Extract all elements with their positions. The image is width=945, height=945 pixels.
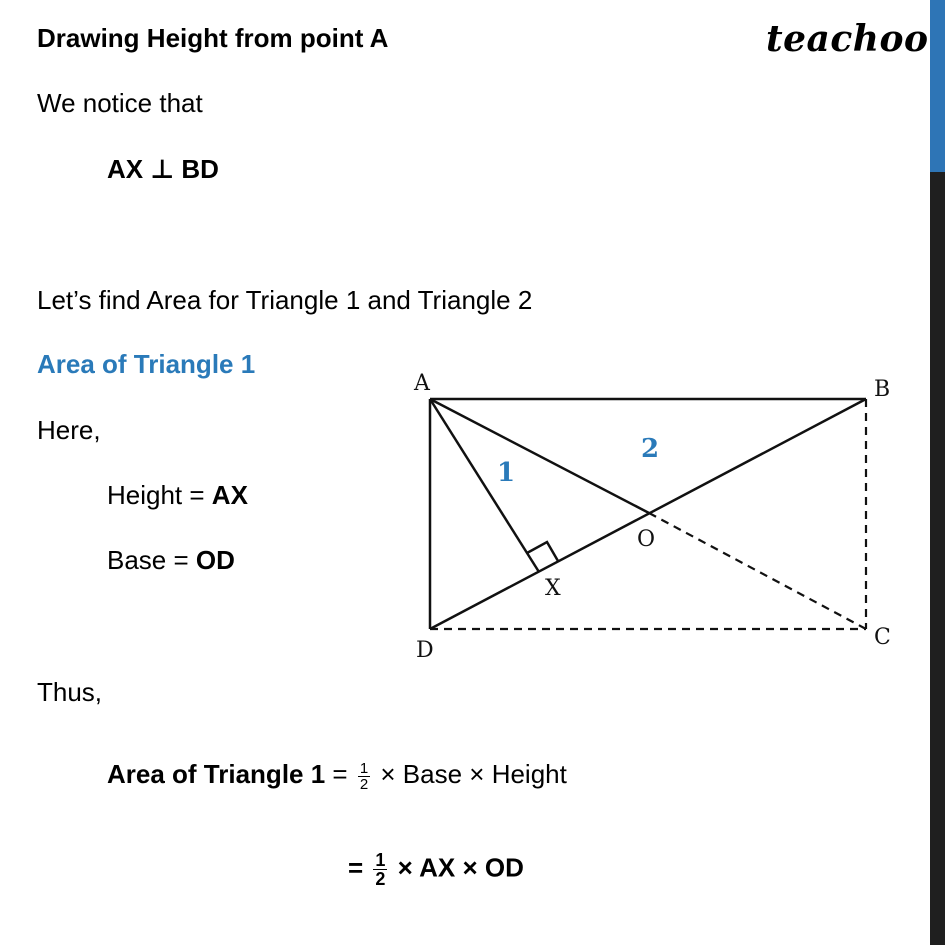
label-b: B xyxy=(874,377,891,402)
label-triangle-1: 1 xyxy=(497,458,516,488)
height-value: AX xyxy=(211,480,248,510)
result-equals: = xyxy=(348,852,371,883)
here-text: Here, xyxy=(37,415,101,445)
formula-equals: = xyxy=(325,759,355,789)
section-heading: Area of Triangle 1 xyxy=(37,349,256,379)
page-title: Drawing Height from point A xyxy=(37,23,389,53)
label-c: C xyxy=(874,625,891,650)
scrollbar-thumb[interactable] xyxy=(930,0,945,172)
notice-text: We notice that xyxy=(37,88,203,118)
perpendicular-statement: AX ⊥ BD xyxy=(107,154,219,184)
segment-ao xyxy=(430,399,649,513)
lets-find-text: Let’s find Area for Triangle 1 and Triangle 2 xyxy=(37,285,533,315)
teachoo-logo: teachoo xyxy=(766,18,929,60)
label-d: D xyxy=(416,638,434,663)
formula-lhs: Area of Triangle 1 xyxy=(107,759,326,789)
thus-text: Thus, xyxy=(37,677,103,707)
segment-oc xyxy=(649,513,866,629)
label-x: X xyxy=(545,576,561,601)
formula-rhs: × Base × Height xyxy=(373,759,567,789)
result-denominator: 2 xyxy=(375,869,386,889)
result-numerator: 1 xyxy=(375,850,386,870)
height-label: Height = xyxy=(107,480,212,510)
label-o: O xyxy=(637,527,656,552)
fraction-numerator: 1 xyxy=(359,759,369,777)
fraction-denominator: 2 xyxy=(359,775,369,793)
base-value: OD xyxy=(195,545,235,575)
label-a: A xyxy=(414,371,430,396)
label-triangle-2: 2 xyxy=(641,434,660,464)
result-rhs: × AX × OD xyxy=(390,852,524,883)
base-label: Base = xyxy=(107,545,196,575)
height-ax xyxy=(430,399,539,572)
